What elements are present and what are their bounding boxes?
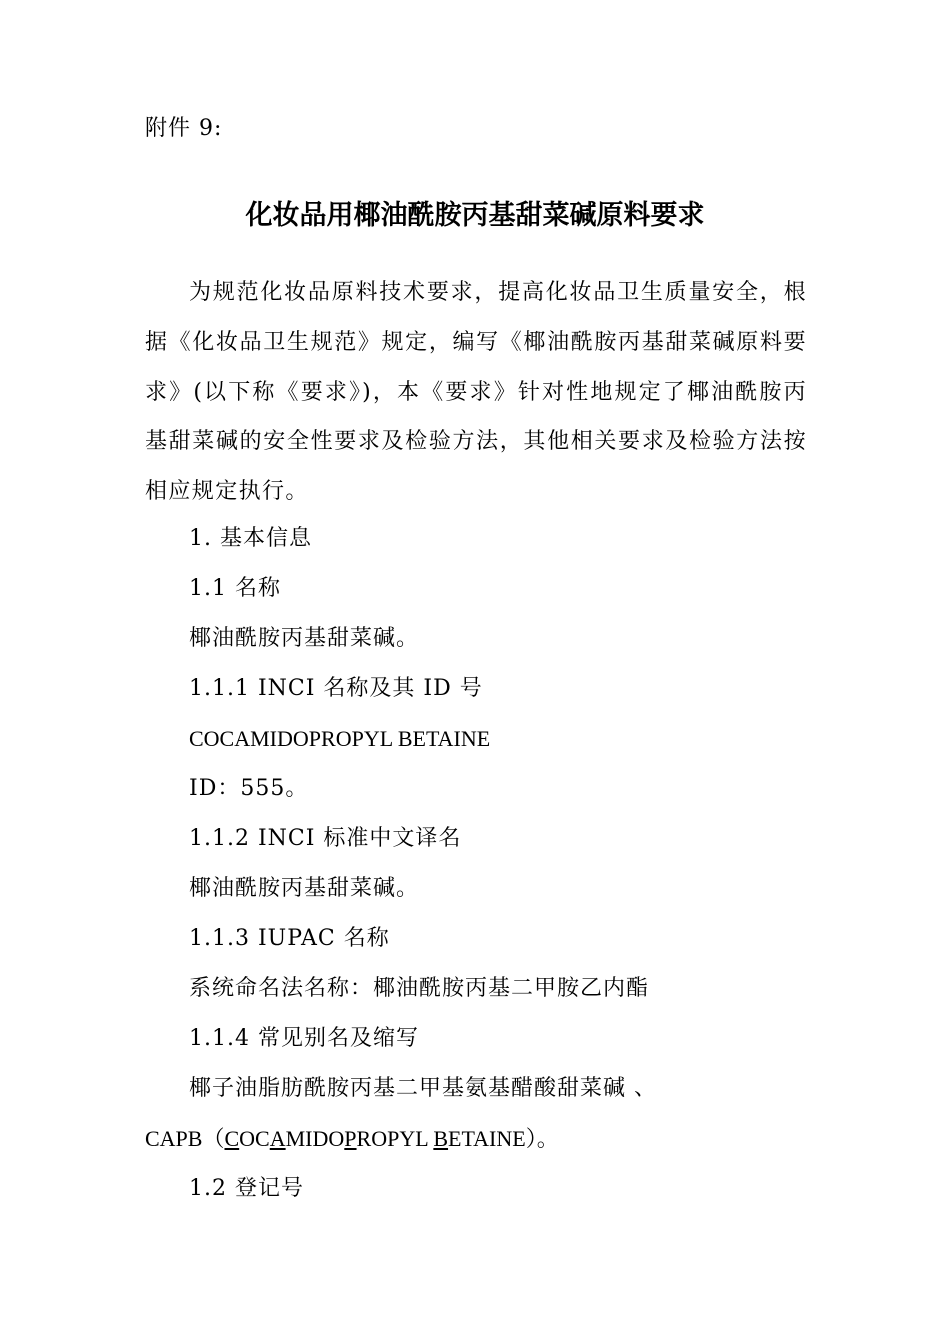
- section-heading: 1.1 名称: [189, 576, 281, 601]
- abbr-text: ETAINE: [448, 1126, 526, 1151]
- section-heading: 1. 基本信息: [189, 526, 312, 551]
- intro-paragraph: 为规范化妆品原料技术要求，提高化妆品卫生质量安全，根据《化妆品卫生规范》规定，编写《椰油酰胺丙基甜菜碱原料要求》(以下称《要求》)，本《要求》针对性地规定了椰油酰胺丙基甜菜碱的安全性要求及检验方法，其他相关要求及检验方法按相应规定执行。: [145, 280, 807, 505]
- abbr-text: ROPYL: [356, 1126, 434, 1151]
- abbr-prefix: CAPB（: [145, 1126, 225, 1151]
- section-heading: 1.2 登记号: [189, 1176, 304, 1201]
- section-heading: 1.1.1 INCI 名称及其 ID 号: [189, 676, 483, 701]
- abbr-letter: P: [344, 1126, 357, 1151]
- abbr-letter: B: [433, 1126, 449, 1151]
- abbreviation-line: [145, 1124, 559, 1154]
- abbr-text: MIDO: [285, 1126, 345, 1151]
- body-text: 椰油酰胺丙基甜菜碱。: [189, 876, 420, 901]
- section-heading: 1.1.2 INCI 标准中文译名: [189, 826, 462, 851]
- abbr-text: OC: [239, 1126, 270, 1151]
- document-title: 化妆品用椰油酰胺丙基甜菜碱原料要求: [245, 200, 705, 231]
- abbr-letter: A: [269, 1126, 286, 1151]
- section-heading: 1.1.4 常见别名及缩写: [189, 1026, 419, 1051]
- abbr-letter: C: [224, 1126, 240, 1151]
- inci-name: COCAMIDOPROPYL BETAINE: [189, 726, 491, 751]
- body-text: 系统命名法名称：椰油酰胺丙基二甲胺乙内酯: [189, 976, 650, 1001]
- body-text: 椰油酰胺丙基甜菜碱。: [189, 626, 420, 651]
- section-heading: 1.1.3 IUPAC 名称: [189, 926, 390, 951]
- inci-id: ID：555。: [189, 776, 309, 801]
- attachment-label: 附件 9:: [145, 116, 223, 141]
- alias-text: 椰子油脂肪酰胺丙基二甲基氨基醋酸甜菜碱 、: [189, 1076, 657, 1101]
- abbr-suffix: ）。: [525, 1126, 559, 1151]
